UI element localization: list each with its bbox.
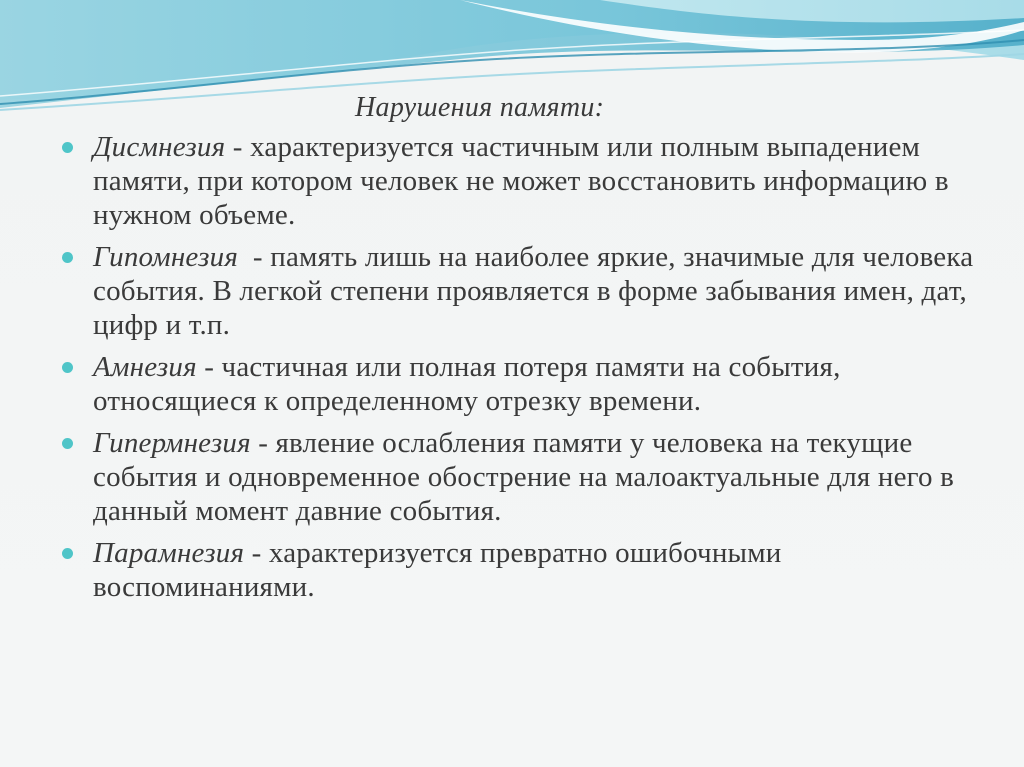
bullet-icon	[62, 438, 73, 449]
list-item-paramnesia	[60, 536, 980, 604]
memory-disorders-list	[60, 130, 980, 604]
list-item-dysmnesia	[60, 130, 980, 232]
term-label: Дисмнезия	[93, 131, 226, 163]
bullet-icon	[62, 548, 73, 559]
bullet-icon	[62, 142, 73, 153]
term-label: Парамнезия	[93, 537, 245, 569]
definition-text: - явление ослабления памяти у человека на текущие события и одновременное обострение на малоактуальные для него в данный момент давние события.	[93, 427, 955, 527]
bullet-icon	[62, 362, 73, 373]
definition-text: - память лишь на наиболее яркие, значимые для человека события. В легкой степени проявляется в форме забывания имен, дат, цифр и т.п.	[93, 241, 981, 341]
term-label: Амнезия	[93, 351, 197, 383]
list-item-hypermnesia	[60, 426, 980, 528]
definition-text: - характеризуется превратно ошибочными воспоминаниями.	[93, 537, 782, 603]
bullet-icon	[62, 252, 73, 263]
slide-title: Нарушения памяти:	[355, 92, 605, 123]
term-label: Гипермнезия	[93, 427, 251, 459]
term-label: Гипомнезия	[93, 241, 239, 273]
definition-text: - характеризуется частичным или полным выпадением памяти, при котором человек не может восстановить информацию в нужном объеме.	[93, 131, 949, 231]
definition-text: - частичная или полная потеря памяти на события, относящиеся к определенному отрезку времени.	[93, 351, 841, 417]
content-area	[60, 88, 980, 612]
list-item-amnesia	[60, 350, 980, 418]
list-item-hypomnesia	[60, 240, 980, 342]
